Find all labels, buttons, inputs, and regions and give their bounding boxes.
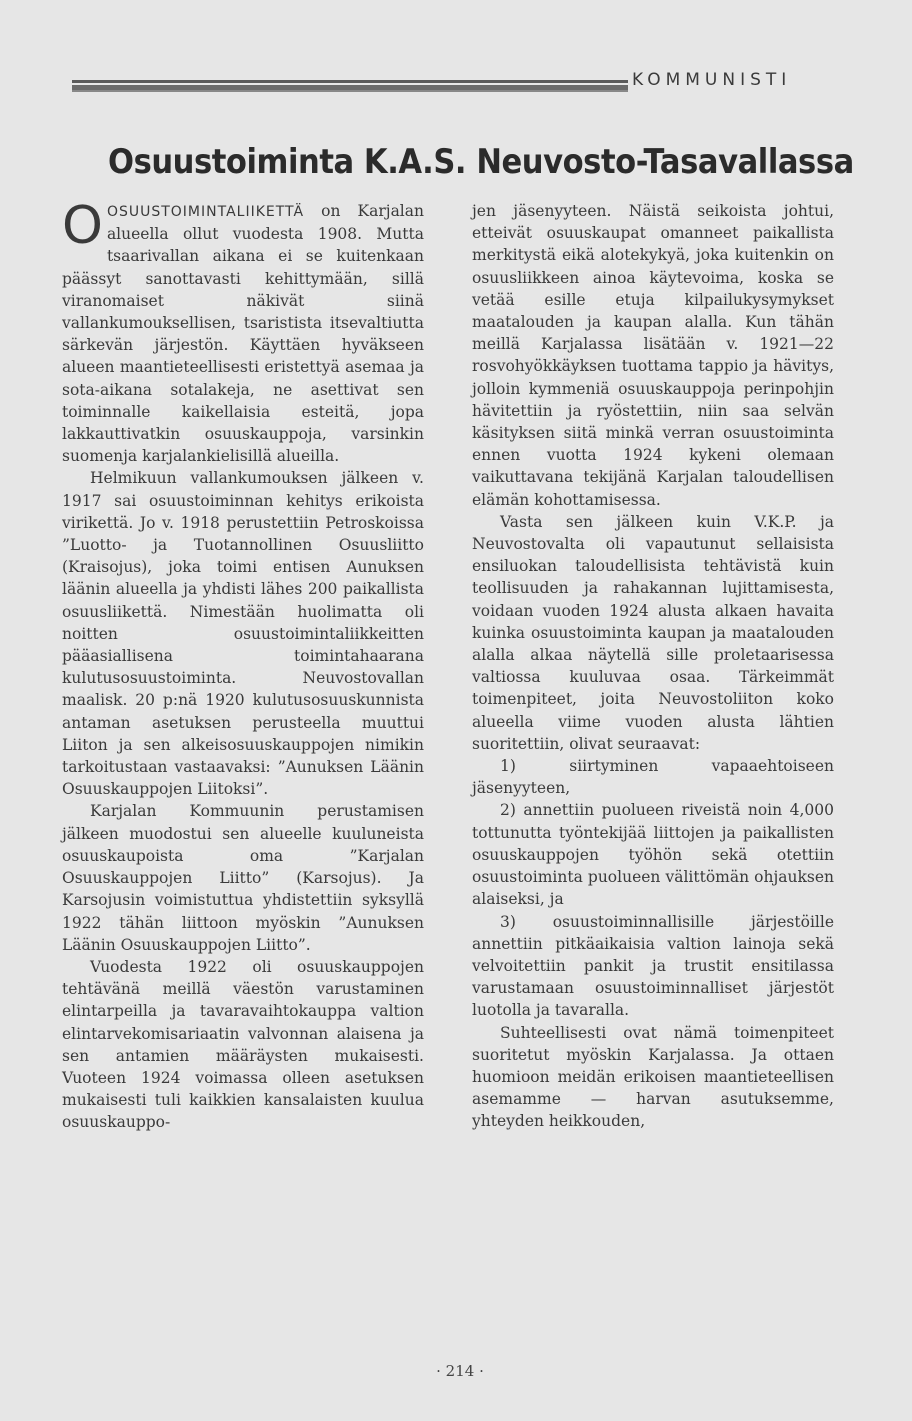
page-number: · 214 ·	[436, 1362, 484, 1380]
paragraph-text: on Karjalan alueella ollut vuodesta 1908. Mutta tsaarivallan aikana ei se kuitenkaan päässyt sanottavasti kehittymään, sillä viranomaiset näkivät siinä vallankumouksellisen, tsaristista itsevaltiutta särkevän järjestön. Käyttäen hyväkseen alueen maantieteellisesti eristettyä asemaa ja sota-aikana sotalakeja, ne asettivat sen toiminnalle kaikellaisia esteitä, jopa lakkauttivatkin osuuskauppoja, varsinkin suomenja karjalankielisillä alueilla.	[62, 202, 424, 466]
paragraph: Vasta sen jälkeen kuin V.K.P. ja Neuvostovalta oli vapautunut sellaisista ensiluokan taloudellisista tehtävistä kuin teollisuuden ja rahakannan lujittamisesta, voidaan vuoden 1924 alusta alkaen havaita kuinka osuustoiminta kaupan ja maatalouden alalla alkaa näytellä sille proletaarisessa valtiossa kuuluvaa osaa. Tärkeimmät toimenpiteet, joita Neuvostoliiton koko alueella viime vuoden alusta lähtien suoritettiin, olivat seuraavat:	[472, 512, 834, 753]
drop-cap: O	[62, 196, 103, 256]
article-title: Osuustoiminta K.A.S. Neuvosto-Tasavallassa	[108, 142, 854, 182]
paragraph: jen jäsenyyteen. Näistä seikoista johtui, etteivät osuuskaupat omanneet paikallista merkitystä eikä alotekykyä, joka kuitenkin on osuusliikkeen ainoa käytevoima, koska se vetää esille etuja kilpailukysymykset maatalouden ja kaupan alalla. Kun tähän meillä Karjalassa lisätään v. 1921—22 rosvohyökkäyksen tuottama tappio ja hävitys, jolloin kymmeniä osuuskauppoja perinpohjin hävitettiin ja ryöstettiin, niin saa selvän käsityksen siitä minkä verran osuustoiminta ennen vuotta 1924 kykeni olemaan vaikuttavana tekijänä Karjalan taloudellisen elämän kohottamisessa.	[472, 202, 834, 509]
header-rule	[72, 80, 628, 90]
list-item: 3) osuustoiminnallisille järjestöille annettiin pitkäaikaisia valtion lainoja sekä velvoitettiin pankit ja trustit ensitilassa varustamaan osuustoiminnalliset järjestöt luotolla ja tavaralla.	[472, 912, 834, 1020]
magazine-name: KOMMUNISTI	[632, 70, 792, 90]
lead-caps: OSUUSTOIMINTALIIKETTÄ	[106, 204, 305, 220]
paragraph: Karjalan Kommuunin perustamisen jälkeen muodostui sen alueelle kuuluneista osuuskaupoista oma ”Karjalan Osuuskauppojen Liitto” (Karsojus). Ja Karsojusin voimistuttua yhdistettiin syksyllä 1922 tähän liittoon myöskin ”Aunuksen Läänin Osuuskauppojen Liitto”.	[62, 802, 424, 954]
paragraph: Vuodesta 1922 oli osuuskauppojen tehtävänä meillä väestön varustaminen elintarpeilla ja tavaravaihtokauppa valtion elintarvekomisariaatin valvonnan alaisena ja sen antamien määräysten mukaisesti. Vuoteen 1924 voimassa olleen asetuksen mukaisesti tuli kaikkien kansalaisten kuulua osuuskauppo-	[62, 957, 424, 1132]
list-item: 1) siirtyminen vapaaehtoiseen jäsenyyteen,	[472, 757, 834, 798]
left-column	[62, 196, 424, 1134]
header-rule-thin	[72, 90, 628, 92]
paragraph	[62, 196, 424, 467]
paragraph: Suhteellisesti ovat nämä toimenpiteet suoritetut myöskin Karjalassa. Ja ottaen huomioon meidän erikoisen maantieteellisen asemamme — harvan asutuksemme, yhteyden heikkouden,	[472, 1023, 834, 1131]
right-column	[472, 200, 834, 1133]
list-item: 2) annettiin puolueen riveistä noin 4,000 tottunutta työntekijää liittojen ja paikallisten osuuskauppojen työhön sekä otettiin osuustoiminta puolueen välittömän ohjauksen alaiseksi, ja	[472, 801, 834, 909]
paragraph: Helmikuun vallankumouksen jälkeen v. 1917 sai osuustoiminnan kehitys erikoista virikettä. Jo v. 1918 perustettiin Petroskoissa ”Luotto- ja Tuotannollinen Osuusliitto (Kraisojus), joka toimi entisen Aunuksen läänin alueella ja yhdisti lähes 200 paikallista osuusliikettä. Nimestään huolimatta oli noitten osuustoimintaliikkeitten pääasiallisena toimintahaarana kulutusosuustoiminta. Neuvostovallan maalisk. 20 p:nä 1920 kulutusosuuskunnista antaman asetuksen perusteella muuttui Liiton ja sen alkeisosuuskauppojen nimikin tarkoitustaan vastaavaksi: ”Aunuksen Läänin Osuuskauppojen Liitoksi”.	[62, 469, 424, 799]
